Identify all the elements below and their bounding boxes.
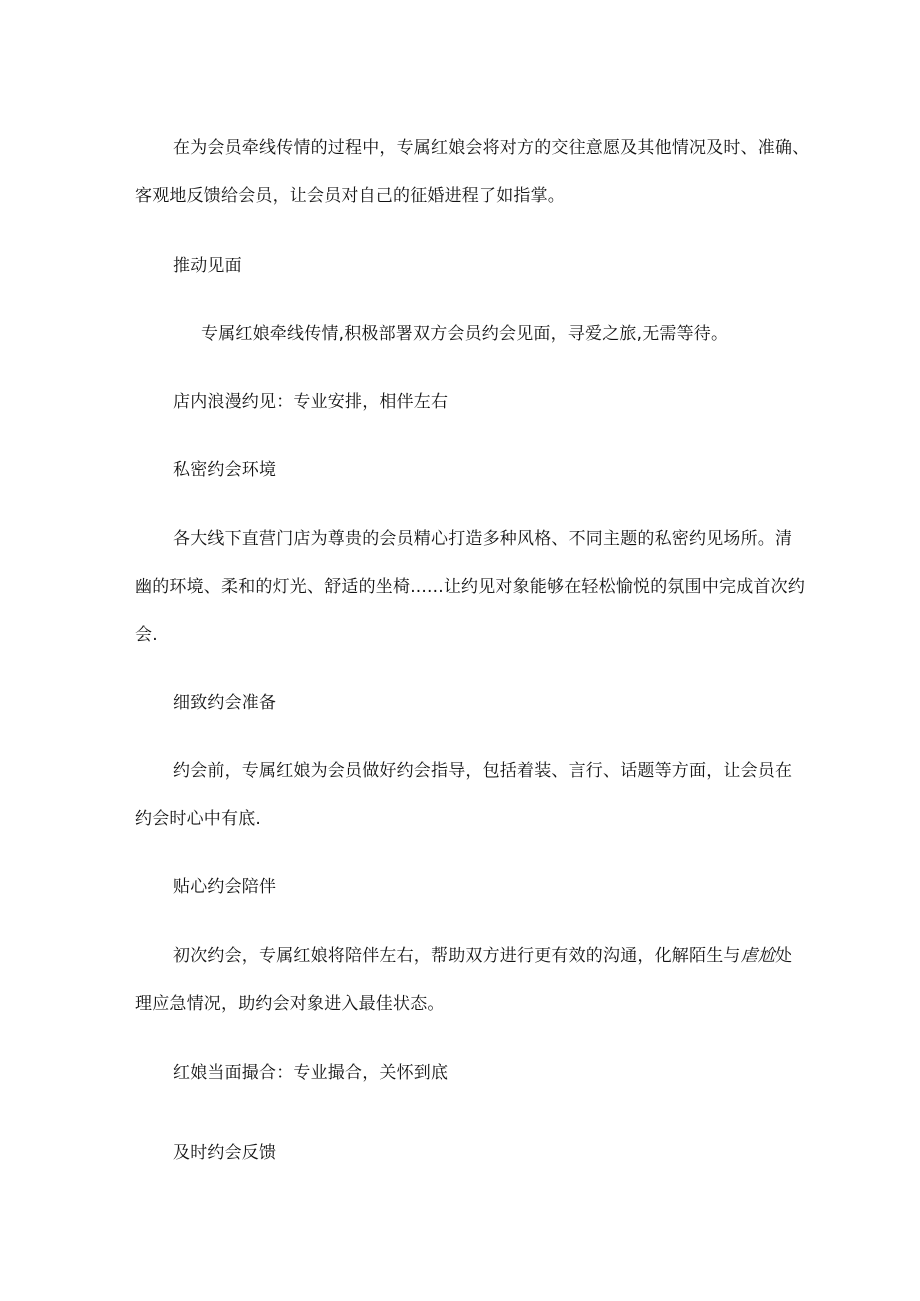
- heading-push-meeting: 推动见面: [173, 256, 242, 276]
- heading-store-date: 店内浪漫约见：专业安排，相伴左右: [173, 392, 449, 412]
- accompany-text-awkward: 虐尬: [740, 946, 776, 966]
- paragraph-private-line-3: 会.: [135, 625, 158, 645]
- paragraph-private-line-1: 各大线下直营门店为尊贵的会员精心打造多种风格、不同主题的私密约见场所。清: [173, 529, 793, 549]
- heading-private-environment: 私密约会环境: [173, 460, 277, 480]
- paragraph-1-line-2: 客观地反馈给会员，让会员对自己的征婚进程了如指掌。: [135, 186, 565, 206]
- paragraph-prep-line-1: 约会前，专属红娘为会员做好约会指导，包括着装、言行、话题等方面，让会员在: [173, 761, 793, 781]
- paragraph-accompany-line-2: 理应急情况，助约会对象进入最佳状态。: [135, 994, 445, 1014]
- paragraph-private-line-2: 幽的环境、柔和的灯光、舒适的坐椅......让约见对象能够在轻松愉悦的氛围中完成首次约: [135, 577, 806, 597]
- paragraph-prep-line-2: 约会时心中有底.: [135, 809, 262, 829]
- paragraph-push-meeting: 专属红娘牵线传情,积极部署双方会员约会见面，寻爱之旅,无需等待。: [201, 324, 729, 344]
- paragraph-1-line-1: 在为会员牵线传情的过程中，专属红娘会将对方的交往意愿及其他情况及时、准确、: [173, 138, 810, 158]
- accompany-text-before: 初次约会，专属红娘将陪伴左右，帮助双方进行更有效的沟通，化解陌生与: [173, 946, 741, 966]
- heading-date-accompany: 贴心约会陪伴: [173, 877, 277, 897]
- heading-date-prep: 细致约会准备: [173, 693, 277, 713]
- heading-timely-feedback: 及时约会反馈: [173, 1143, 277, 1163]
- heading-matchmaker-face: 红娘当面撮合：专业撮合，关怀到底: [173, 1063, 449, 1083]
- paragraph-accompany-line-1: [173, 945, 792, 967]
- accompany-text-after: 处: [775, 946, 793, 966]
